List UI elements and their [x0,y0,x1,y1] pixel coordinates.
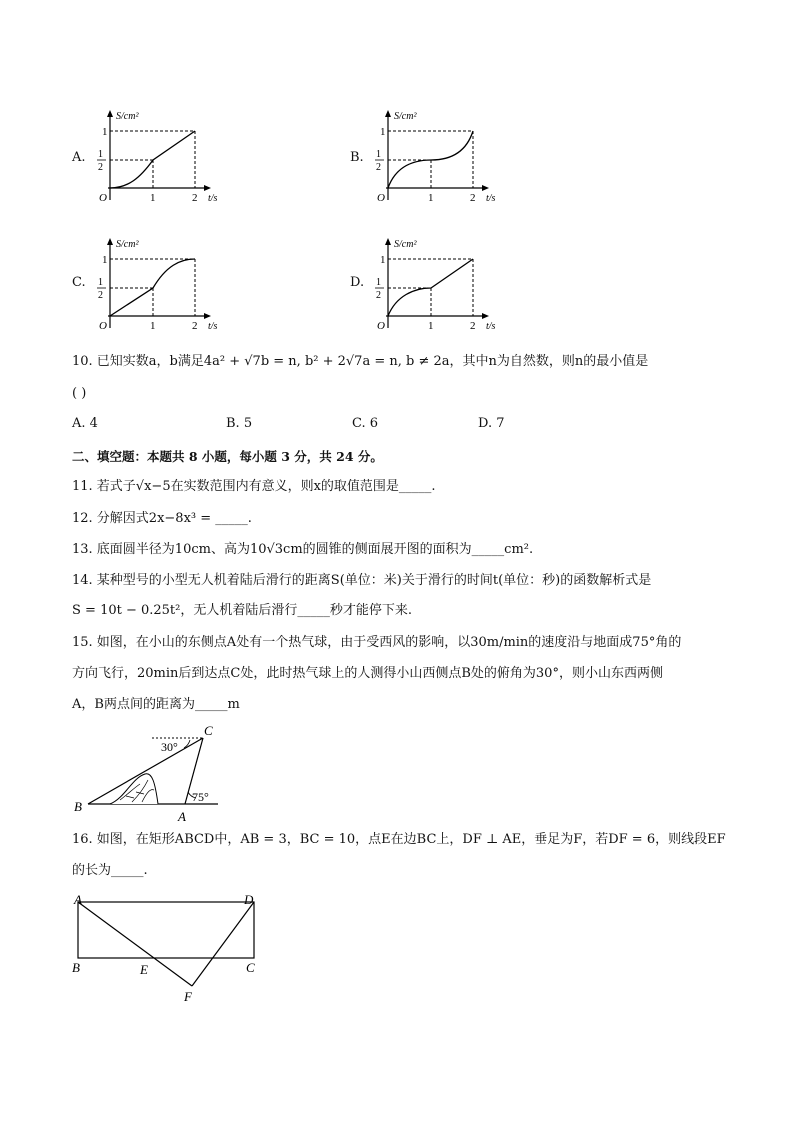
q15-line1: 15. 如图，在小山的东侧点A处有一个热气球，由于受西风的影响，以30m/min的速度沿与地面成75°角的 [72,635,682,650]
fig16-label-a: A [74,892,82,907]
y-axis-label-d: S/cm² [394,239,417,250]
q15-line3: A，B两点间的距离为_____m [72,697,240,712]
fig15-angle-75: 75° [192,790,209,804]
q10-option-d-label: D. [478,416,493,431]
x-axis-label-a: t/s [208,193,218,204]
q10-option-c [352,414,378,434]
q14-line1: 14. 某种型号的小型无人机着陆后滑行的距离S(单位：米)关于滑行的时间t(单位：秒)的函数解析式是 [72,573,652,588]
q10-option-a-value: 4 [89,416,98,431]
q10-option-b-label: B. [226,416,240,431]
origin-c: O [99,320,107,332]
q11: 11. 若式子√x−5在实数范围内有意义，则x的取值范围是_____. [72,479,436,494]
x-tick-1-a: 1 [150,192,156,204]
y-tick-half-den-d: 2 [376,290,381,301]
graph-c [88,236,238,336]
fig16-label-f: F [184,989,192,1004]
origin-d: O [377,320,385,332]
y-tick-1-a: 1 [102,126,108,138]
y-axis-label-c: S/cm² [116,239,139,250]
y-tick-1-c: 1 [102,254,108,266]
fig15-label-c: C [204,723,213,738]
y-tick-half-num-a: 1 [98,149,103,160]
origin-b: O [377,192,385,204]
y-axis-label-a: S/cm² [116,111,139,122]
x-tick-1-d: 1 [428,320,434,332]
q10-option-a [72,414,98,434]
option-a-label: A. [72,150,86,165]
x-axis-label-c: t/s [208,321,218,332]
q10-option-a-label: A. [72,416,86,431]
q14-line2: S = 10t − 0.25t²，无人机着陆后滑行_____秒才能停下来. [72,603,412,618]
y-tick-half-den-b: 2 [376,162,381,173]
y-tick-half-den-a: 2 [98,162,103,173]
graph-d [366,236,516,336]
q10-option-d-value: 7 [496,416,505,431]
q10-option-c-label: C. [352,416,366,431]
q10-stem: 10. 已知实数a，b满足4a² + √7b = n, b² + 2√7a = n, b ≠ 2a，其中n为自然数，则n的最小值是 [72,354,649,369]
y-tick-half-num-d: 1 [376,277,381,288]
q10-option-b-value: 5 [243,416,253,431]
fig16-label-e: E [140,962,148,977]
x-axis-label-d: t/s [486,321,496,332]
q12: 12. 分解因式2x−8x³ = _____. [72,511,252,526]
x-tick-2-a: 2 [192,192,198,204]
y-tick-half-den-c: 2 [98,290,103,301]
fig15-label-a: A [178,809,186,823]
q16-line1: 16. 如图，在矩形ABCD中，AB = 3，BC = 10，点E在边BC上，DF ⊥ AE，垂足为F，若DF = 6，则线段EF [72,832,726,847]
x-tick-1-c: 1 [150,320,156,332]
x-tick-2-d: 2 [470,320,476,332]
q10-option-d [478,414,505,434]
fig15-angle-30: 30° [161,740,178,754]
q10-option-b [226,414,252,434]
x-tick-2-c: 2 [192,320,198,332]
y-axis-label-b: S/cm² [394,111,417,122]
option-b-label: B. [350,150,364,165]
fig15-diagram [70,718,230,823]
origin-a: O [99,192,107,204]
fig16-label-b: B [72,960,80,975]
option-c-label: C. [72,275,86,290]
q10-paren: ( ) [72,386,87,401]
x-axis-label-b: t/s [486,193,496,204]
fig16-diagram [66,890,266,1005]
fig16-label-d: D [244,892,254,907]
x-tick-2-b: 2 [470,192,476,204]
q10-option-c-value: 6 [369,416,379,431]
q16-line2: 的长为_____. [72,863,148,878]
q15-line2: 方向飞行，20min后到达点C处，此时热气球上的人测得小山西侧点B处的俯角为30°，则小山东西两侧 [72,666,663,681]
option-d-label: D. [350,275,365,290]
fig16-label-c: C [246,960,255,975]
y-tick-1-b: 1 [380,126,386,138]
graph-b [366,108,516,208]
fig15-label-b: B [74,799,82,814]
y-tick-half-num-c: 1 [98,277,103,288]
q13: 13. 底面圆半径为10cm、高为10√3cm的圆锥的侧面展开图的面积为_____cm². [72,542,534,557]
x-tick-1-b: 1 [428,192,434,204]
section-2-heading: 二、填空题：本题共 8 小题，每小题 3 分，共 24 分。 [72,449,383,464]
y-tick-1-d: 1 [380,254,386,266]
y-tick-half-num-b: 1 [376,149,381,160]
graph-a [88,108,238,208]
